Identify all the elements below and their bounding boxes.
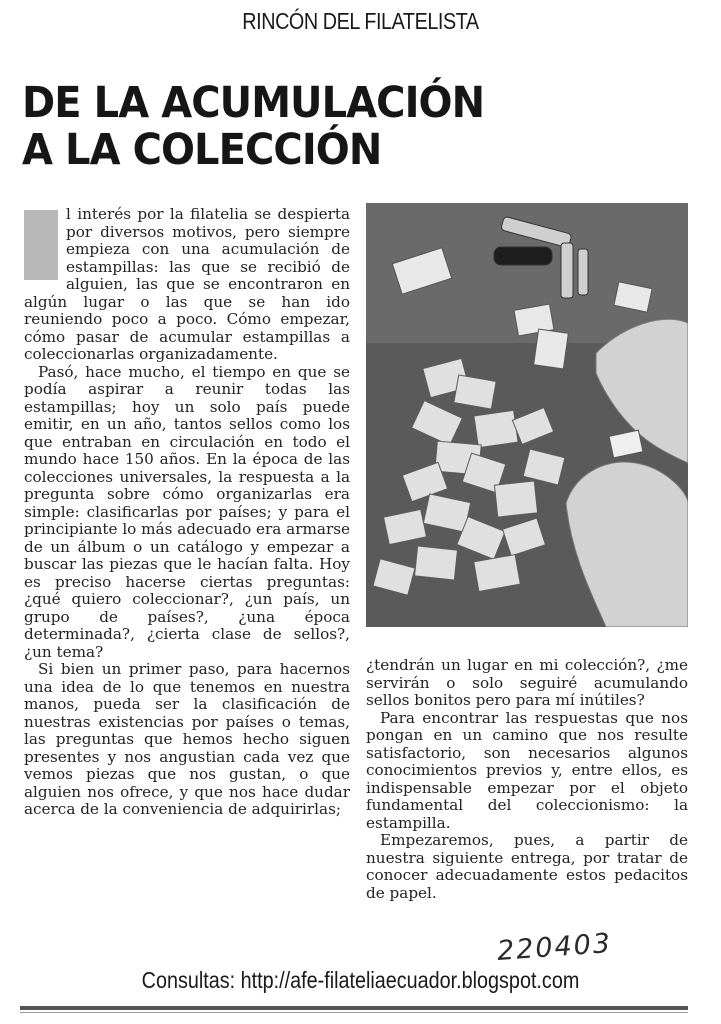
- paragraph-6: Empezaremos, pues, a partir de nuestra siguiente entrega, por tratar de conocer adecuadamente estos pedacitos de papel.: [366, 831, 688, 902]
- section-title: RINCÓN DEL FILATELISTA: [242, 8, 479, 34]
- paragraph-4: ¿tendrán un lugar en mi colección?, ¿me servirán o solo seguiré acumulando sellos bonitos pero para mí inútiles?: [366, 656, 688, 709]
- dropcap: [24, 210, 58, 280]
- handwritten-note: 220403: [496, 928, 614, 967]
- article-column-left: [24, 206, 350, 819]
- headline: [22, 80, 484, 174]
- article-column-right: [366, 657, 688, 902]
- paragraph-5: Para encontrar las respuestas que nos pongan en un camino que nos resulte satisfactorio, son necesarios algunos conocimientos previos y, entre ellos, es indispensable empezar por el objeto fundamental del coleccionismo: la estampilla.: [366, 708, 688, 832]
- headline-line-1: DE LA ACUMULACIÓN: [22, 78, 485, 128]
- paragraph-1-text: l interés por la filatelia se despierta por diversos motivos, pero siempre empieza con una acumulación de estampillas: las que se recibió de alguien, las que se encontraron en algún lugar o las que se han ido reuniendo poco a poco. Cómo empezar, cómo pasar de acumular estampillas a coleccionarlas organizadamente.: [24, 205, 350, 363]
- headline-line-2: A LA COLECCIÓN: [22, 125, 382, 175]
- paragraph-2: Pasó, hace mucho, el tiempo en que se podía aspirar a reunir todas las estampillas; hoy un solo país puede emitir, en un año, tantos sellos como los que entraban en circulación en todo el mundo hace 150 años. En la época de las colecciones universales, la respuesta a la pregunta sobre cómo organizarlas era simple: clasificarlas por países; y para el principiante lo más adecuado era armarse de un álbum o un catálogo y empezar a buscar las piezas que le hacían falta. Hoy es preciso hacerse ciertas preguntas: ¿qué quiero coleccionar?, ¿un país, un grupo de países?, ¿una época determinada?, ¿cierta clase de sellos?, ¿un tema?: [24, 362, 350, 661]
- paragraph-3: Si bien un primer paso, para hacernos una idea de lo que tenemos en nuestra manos, pueda ser la clasificación de nuestras existencias por países o temas, las preguntas que hemos hecho siguen presentes y nos angustian cada vez que vemos piezas que nos gustan, o que alguien nos ofrece, y que nos hace dudar acerca de la conveniencia de adquirirlas;: [24, 660, 350, 818]
- bottom-rule: [20, 1006, 688, 1010]
- paragraph-1: [24, 206, 350, 364]
- footer-contact: Consultas: http://afe-filateliaecuador.blogspot.com: [141, 967, 580, 993]
- stamps-photo: [366, 203, 688, 627]
- bottom-rule-thin: [20, 1012, 688, 1013]
